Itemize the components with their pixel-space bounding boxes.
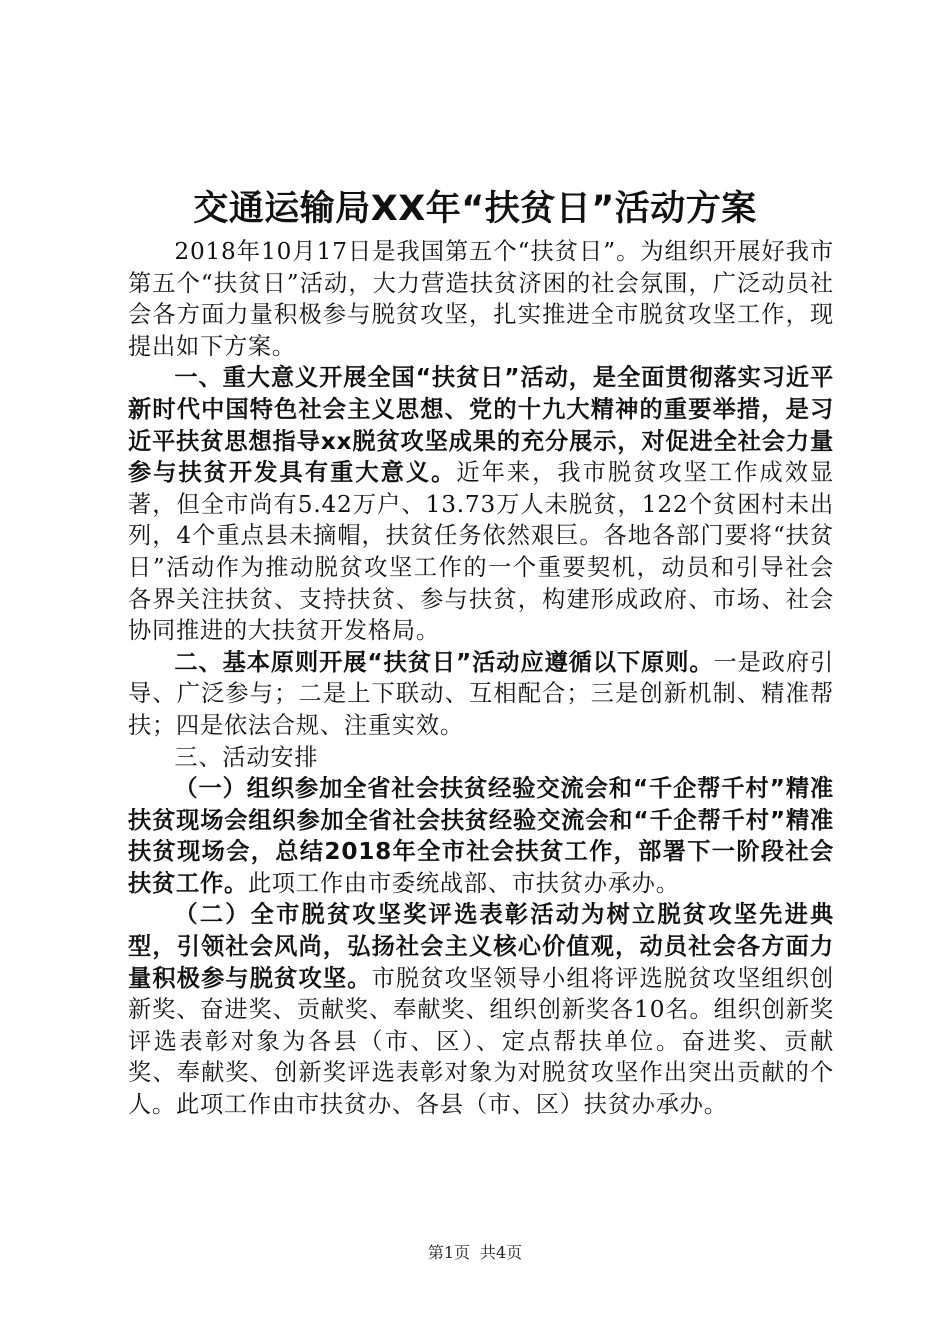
paragraph-text: 此项工作由市委统战部、市扶贫办承办。: [247, 869, 680, 897]
paragraph-text: 近年来，我市脱贫攻坚工作成效显著，但全市尚有5.42万户、13.73万人未脱贫，122个贫困村未出列，4个重点县未摘帽，扶贫任务依然艰巨。各地各部门要将“扶贫日”活动作为推动脱贫攻坚工作的一个重要契机，动员和引导社会各界关注扶贫、支持扶贫、参与扶贫，构建形成政府、市场、社会协同推进的大扶贫开发格局。: [128, 459, 834, 645]
paragraph-lead: （二）全市脱贫攻坚奖评选表彰活动为树立脱贫攻坚先进典型，引领社会风尚，弘扬社会主义核心价值观，动员社会各方面力量积极参与脱贫攻坚。: [128, 901, 834, 992]
paragraph-lead: （一）组织参加全省社会扶贫经验交流会和“千企帮千村”精准扶贫现场会组织参加全省社会扶贫经验交流会和“千企帮千村”精准扶贫现场会，总结2018年全市社会扶贫工作，部署下一阶段社会扶贫工作。: [128, 775, 834, 897]
paragraph-text: 2018年10月17日是我国第五个“扶贫日”。为组织开展好我市第五个“扶贫日”活动，大力营造扶贫济困的社会氛围，广泛动员社会各方面力量积极参与脱贫攻坚，扎实推进全市脱贫攻坚工作，现提出如下方案。: [128, 238, 834, 360]
paragraph-text: 一是政府引导、广泛参与；二是上下联动、互相配合；三是创新机制、精准帮扶；四是依法合规、注重实效。: [128, 648, 834, 739]
paragraph-lead: 一、重大意义开展全国“扶贫日”活动，是全面贯彻落实习近平新时代中国特色社会主义思想、党的十九大精神的重要举措，是习近平扶贫思想指导xx脱贫攻坚成果的充分展示，对促进全社会力量参与扶贫开发具有重大意义。: [128, 364, 834, 487]
page-total: 共4页: [480, 1243, 523, 1262]
paragraph-principles: [128, 647, 834, 742]
page-number: 第1页: [427, 1243, 470, 1262]
page-footer: [0, 1242, 950, 1264]
paragraph-significance: [128, 362, 834, 646]
paragraph-activity-2: [128, 899, 834, 1120]
paragraph-activity-1: [128, 773, 834, 899]
paragraph-intro: [128, 236, 834, 362]
document-title: 交通运输局XX年“扶贫日”活动方案: [193, 189, 757, 229]
document-body: [128, 236, 834, 1121]
section-heading-activities: [128, 742, 834, 774]
paragraph-lead: 二、基本原则开展“扶贫日”活动应遵循以下原则。: [174, 648, 714, 676]
paragraph-text: 市脱贫攻坚领导小组将评选脱贫攻坚组织创新奖、奋进奖、贡献奖、奉献奖、组织创新奖各10名。组织创新奖评选表彰对象为各县（市、区）、定点帮扶单位。奋进奖、贡献奖、奉献奖、创新奖评选表彰对象为对脱贫攻坚作出突出贡献的个人。此项工作由市扶贫办、各县（市、区）扶贫办承办。: [128, 964, 834, 1119]
paragraph-text: 三、活动安排: [174, 743, 319, 771]
